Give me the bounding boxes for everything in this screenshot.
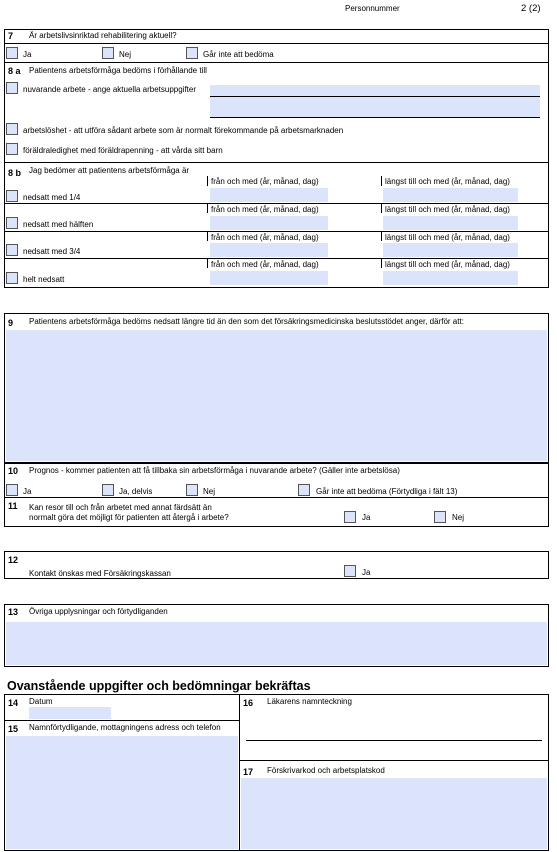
s12-ja-label: Ja	[362, 568, 371, 577]
s8b-row3-from-label: från och med (år, månad, dag)	[211, 233, 319, 242]
s10-ja-delvis-checkbox[interactable]	[102, 484, 114, 496]
section-12-question: Kontakt önskas med Försäkringskassan	[29, 569, 171, 578]
s8b-row1-label: nedsatt med 1/4	[23, 193, 81, 202]
section-8a-number: 8 a	[8, 66, 21, 76]
s10-nej-label: Nej	[203, 487, 216, 496]
s7-gar-inte-label: Går inte att bedöma	[203, 50, 274, 59]
s7-ja-checkbox[interactable]	[6, 47, 18, 59]
col-tick	[207, 231, 208, 241]
section-7-question: Är arbetslivsinriktad rehabilitering aktuell?	[29, 31, 177, 40]
section-8b-question: Jag bedömer att patientens arbetsförmåga är	[29, 166, 190, 175]
s8b-row1-from-field[interactable]	[210, 188, 328, 202]
s8b-row2-to-label: längst till och med (år, månad, dag)	[385, 205, 510, 214]
s8b-row3-checkbox[interactable]	[6, 244, 18, 256]
s8b-row1-to-label: längst till och med (år, månad, dag)	[385, 177, 510, 186]
section-11-number: 11	[8, 501, 18, 511]
s8b-row1-from-label: från och med (år, månad, dag)	[211, 177, 319, 186]
s10-gar-inte-label: Går inte att bedöma (Förtydliga i fält 13)	[316, 487, 458, 496]
s8a-nuvarande-arbete-label: nuvarande arbete - ange aktuella arbetsuppgifter	[23, 85, 197, 94]
s7-ja-label: Ja	[23, 50, 32, 59]
s8b-row2-to-field[interactable]	[383, 216, 518, 230]
s8a-arbetsloshet-checkbox[interactable]	[6, 123, 18, 135]
section-8b-number: 8 b	[8, 168, 22, 178]
s8b-row3-label: nedsatt med 3/4	[23, 247, 81, 256]
section-13-number: 13	[8, 607, 19, 617]
section-15-label: Namnförtydligande, mottagningens adress och telefon	[29, 723, 221, 732]
forskrivarkod-field[interactable]	[241, 778, 547, 849]
s10-ja-label: Ja	[23, 487, 32, 496]
section-14-label: Datum	[29, 697, 53, 706]
s11-ja-label: Ja	[362, 513, 371, 522]
s8b-row3-to-label: längst till och med (år, månad, dag)	[385, 233, 510, 242]
s8b-row4-to-label: längst till och med (år, månad, dag)	[385, 260, 510, 269]
section-9-text-field[interactable]	[6, 330, 547, 461]
page-number: 2 (2)	[521, 3, 541, 14]
s11-nej-checkbox[interactable]	[434, 511, 446, 523]
section-17-label: Förskrivarkod och arbetsplatskod	[267, 766, 385, 775]
s10-ja-delvis-label: Ja, delvis	[119, 487, 153, 496]
section-9-question: Patientens arbetsförmåga bedöms nedsatt längre tid än den som det försäkringsmedicinska beslutsstödet anger, därför att:	[29, 317, 464, 326]
s10-nej-checkbox[interactable]	[186, 484, 198, 496]
section-15-number: 15	[8, 724, 19, 734]
s8b-row3-to-field[interactable]	[383, 243, 518, 257]
s8a-arbetsloshet-label: arbetslöshet - att utföra sådant arbete som är normalt förekommande på arbetsmarknaden	[23, 126, 344, 135]
section-13-text-field[interactable]	[6, 622, 547, 665]
s11-nej-label: Nej	[452, 513, 465, 522]
s8b-row4-label: helt nedsatt	[23, 275, 65, 284]
section-14-number: 14	[8, 698, 19, 708]
s8b-row4-from-label: från och med (år, månad, dag)	[211, 260, 319, 269]
s8b-row4-from-field[interactable]	[210, 271, 328, 285]
s11-ja-checkbox[interactable]	[344, 511, 356, 523]
s7-nej-label: Nej	[119, 50, 132, 59]
section-7-number: 7	[8, 31, 14, 41]
section-10-question: Prognos - kommer patienten att få tillbaka sin arbetsförmåga i nuvarande arbete? (Gäller inte arbetslösa)	[29, 466, 400, 475]
s8b-row3-from-field[interactable]	[210, 243, 328, 257]
datum-field[interactable]	[29, 707, 111, 719]
column-divider	[239, 694, 240, 851]
confirmation-heading: Ovanstående uppgifter och bedömningar bekräftas	[7, 679, 311, 693]
section-8a-question: Patientens arbetsförmåga bedöms i förhållande till	[29, 66, 207, 75]
divider	[4, 231, 549, 232]
s8b-row2-from-label: från och med (år, månad, dag)	[211, 205, 319, 214]
section-11-question-line1: Kan resor till och från arbetet med annat färdsätt än	[29, 503, 212, 512]
divider	[239, 760, 549, 761]
s8a-nuvarande-arbete-checkbox[interactable]	[6, 82, 18, 94]
s8b-row4-checkbox[interactable]	[6, 272, 18, 284]
col-tick	[381, 231, 382, 241]
field-line	[210, 117, 540, 118]
divider	[4, 62, 549, 63]
col-tick	[207, 258, 208, 268]
col-tick	[381, 258, 382, 268]
address-field[interactable]	[6, 736, 238, 849]
section-12-number: 12	[8, 555, 19, 565]
s8b-row2-checkbox[interactable]	[6, 217, 18, 229]
divider	[4, 203, 549, 204]
s8b-row4-to-field[interactable]	[383, 271, 518, 285]
s10-ja-checkbox[interactable]	[6, 484, 18, 496]
col-tick	[381, 203, 382, 213]
s8b-row2-from-field[interactable]	[210, 216, 328, 230]
s12-ja-checkbox[interactable]	[344, 565, 356, 577]
section-9-number: 9	[8, 318, 14, 328]
section-16-label: Läkarens namnteckning	[267, 697, 352, 706]
col-tick	[207, 203, 208, 213]
s8a-foraldraledighet-label: föräldraledighet med föräldrapenning - att vårda sitt barn	[23, 146, 223, 155]
s7-gar-inte-checkbox[interactable]	[186, 47, 198, 59]
divider	[4, 258, 549, 259]
divider	[4, 43, 549, 44]
divider	[4, 162, 549, 163]
section-10-number: 10	[8, 466, 19, 476]
field-line	[210, 96, 540, 97]
section-13-question: Övriga upplysningar och förtydliganden	[29, 607, 168, 616]
personnummer-label: Personnummer	[345, 4, 400, 13]
divider	[4, 720, 239, 721]
col-tick	[207, 176, 208, 186]
s8b-row2-label: nedsatt med hälften	[23, 220, 94, 229]
col-tick	[381, 176, 382, 186]
s7-nej-checkbox[interactable]	[102, 47, 114, 59]
section-11-question-line2: normalt göra det möjligt för patienten att återgå i arbete?	[29, 513, 229, 522]
signature-line[interactable]	[246, 740, 542, 741]
s8b-row1-to-field[interactable]	[383, 188, 518, 202]
s10-gar-inte-checkbox[interactable]	[298, 484, 310, 496]
s8b-row1-checkbox[interactable]	[6, 190, 18, 202]
section-17-number: 17	[243, 767, 254, 777]
section-16-number: 16	[243, 698, 254, 708]
s8a-foraldraledighet-checkbox[interactable]	[6, 143, 18, 155]
s8a-arbetsuppgifter-field[interactable]	[210, 85, 540, 117]
divider	[4, 497, 549, 498]
